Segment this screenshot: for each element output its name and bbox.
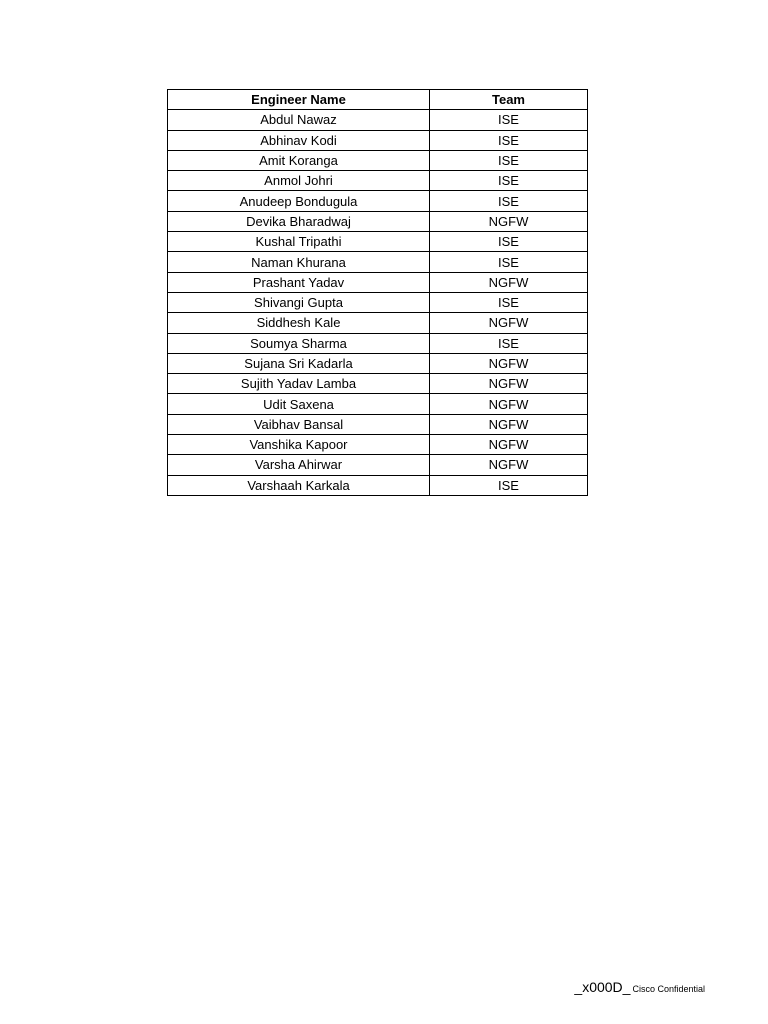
team-cell: ISE xyxy=(430,110,588,130)
engineer-name-cell: Abdul Nawaz xyxy=(168,110,430,130)
team-cell: NGFW xyxy=(430,313,588,333)
engineer-name-cell: Devika Bharadwaj xyxy=(168,211,430,231)
table-row xyxy=(168,232,588,252)
table-body xyxy=(168,110,588,496)
team-cell: NGFW xyxy=(430,414,588,434)
team-cell: NGFW xyxy=(430,353,588,373)
team-cell: NGFW xyxy=(430,455,588,475)
footer xyxy=(574,979,705,997)
engineer-name-cell: Udit Saxena xyxy=(168,394,430,414)
table-row xyxy=(168,191,588,211)
engineer-name-cell: Kushal Tripathi xyxy=(168,232,430,252)
table-row xyxy=(168,353,588,373)
table-row xyxy=(168,475,588,495)
team-cell: ISE xyxy=(430,252,588,272)
engineer-team-table-container xyxy=(167,89,588,496)
team-cell: ISE xyxy=(430,171,588,191)
team-cell: ISE xyxy=(430,130,588,150)
engineer-name-cell: Varshaah Karkala xyxy=(168,475,430,495)
table-row xyxy=(168,394,588,414)
table-row xyxy=(168,211,588,231)
engineer-name-cell: Abhinav Kodi xyxy=(168,130,430,150)
team-cell: ISE xyxy=(430,292,588,312)
table-row xyxy=(168,272,588,292)
engineer-name-cell: Sujith Yadav Lamba xyxy=(168,374,430,394)
engineer-team-table xyxy=(167,89,588,496)
engineer-name-cell: Shivangi Gupta xyxy=(168,292,430,312)
table-row xyxy=(168,130,588,150)
column-header-engineer-name: Engineer Name xyxy=(168,90,430,110)
team-cell: NGFW xyxy=(430,211,588,231)
table-row xyxy=(168,110,588,130)
table-row xyxy=(168,414,588,434)
engineer-name-cell: Sujana Sri Kadarla xyxy=(168,353,430,373)
team-cell: NGFW xyxy=(430,394,588,414)
engineer-name-cell: Soumya Sharma xyxy=(168,333,430,353)
table-row xyxy=(168,435,588,455)
team-cell: NGFW xyxy=(430,435,588,455)
engineer-name-cell: Naman Khurana xyxy=(168,252,430,272)
confidential-label: Cisco Confidential xyxy=(632,984,705,994)
team-cell: NGFW xyxy=(430,374,588,394)
engineer-name-cell: Amit Koranga xyxy=(168,150,430,170)
table-row xyxy=(168,374,588,394)
team-cell: ISE xyxy=(430,475,588,495)
table-row xyxy=(168,313,588,333)
engineer-name-cell: Vanshika Kapoor xyxy=(168,435,430,455)
table-row xyxy=(168,171,588,191)
column-header-team: Team xyxy=(430,90,588,110)
table-row xyxy=(168,333,588,353)
footer-code: _x000D_ xyxy=(574,979,631,995)
engineer-name-cell: Siddhesh Kale xyxy=(168,313,430,333)
table-row xyxy=(168,252,588,272)
engineer-name-cell: Vaibhav Bansal xyxy=(168,414,430,434)
team-cell: NGFW xyxy=(430,272,588,292)
engineer-name-cell: Prashant Yadav xyxy=(168,272,430,292)
table-row xyxy=(168,150,588,170)
engineer-name-cell: Anmol Johri xyxy=(168,171,430,191)
engineer-name-cell: Anudeep Bondugula xyxy=(168,191,430,211)
table-row xyxy=(168,292,588,312)
team-cell: ISE xyxy=(430,191,588,211)
team-cell: ISE xyxy=(430,150,588,170)
team-cell: ISE xyxy=(430,333,588,353)
team-cell: ISE xyxy=(430,232,588,252)
engineer-name-cell: Varsha Ahirwar xyxy=(168,455,430,475)
table-header-row xyxy=(168,90,588,110)
table-row xyxy=(168,455,588,475)
